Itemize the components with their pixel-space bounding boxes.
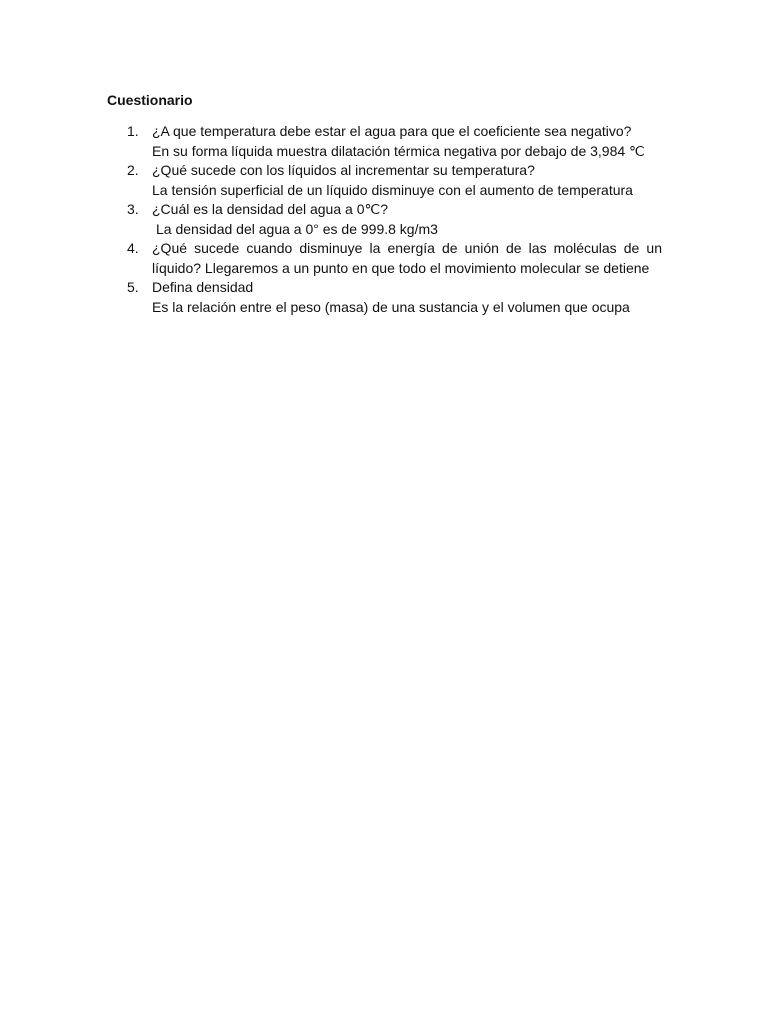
list-item	[107, 161, 662, 200]
list-item	[107, 278, 662, 317]
list-item	[107, 122, 662, 161]
question-text: Defina densidad	[152, 279, 254, 295]
item-number: 1.	[127, 123, 139, 139]
list-item	[107, 200, 662, 239]
item-number: 5.	[127, 279, 139, 295]
item-number: 4.	[127, 240, 139, 256]
question-text: ¿Cuál es la densidad del agua a 0℃?	[152, 201, 388, 217]
question-list	[107, 122, 662, 317]
question-text: ¿Qué sucede con los líquidos al incrementar su temperatura?	[152, 162, 535, 178]
list-item	[107, 239, 662, 278]
answer-text: En su forma líquida muestra dilatación térmica negativa por debajo de 3,984 ℃	[152, 142, 645, 159]
item-number: 2.	[127, 162, 139, 178]
answer-text: La tensión superficial de un líquido disminuye con el aumento de temperatura	[152, 181, 633, 198]
question-text: ¿A que temperatura debe estar el agua para que el coeficiente sea negativo?	[152, 123, 632, 139]
item-number: 3.	[127, 201, 139, 217]
document-title: Cuestionario	[107, 92, 193, 108]
answer-text: La densidad del agua a 0° es de 999.8 kg/m3	[156, 220, 438, 237]
answer-text: Es la relación entre el peso (masa) de una sustancia y el volumen que ocupa	[152, 298, 630, 315]
question-text: ¿Qué sucede cuando disminuye la energía de unión de las moléculas de un líquido? Llegaremos a un punto en que todo el movimiento molecular se detiene	[152, 240, 662, 276]
